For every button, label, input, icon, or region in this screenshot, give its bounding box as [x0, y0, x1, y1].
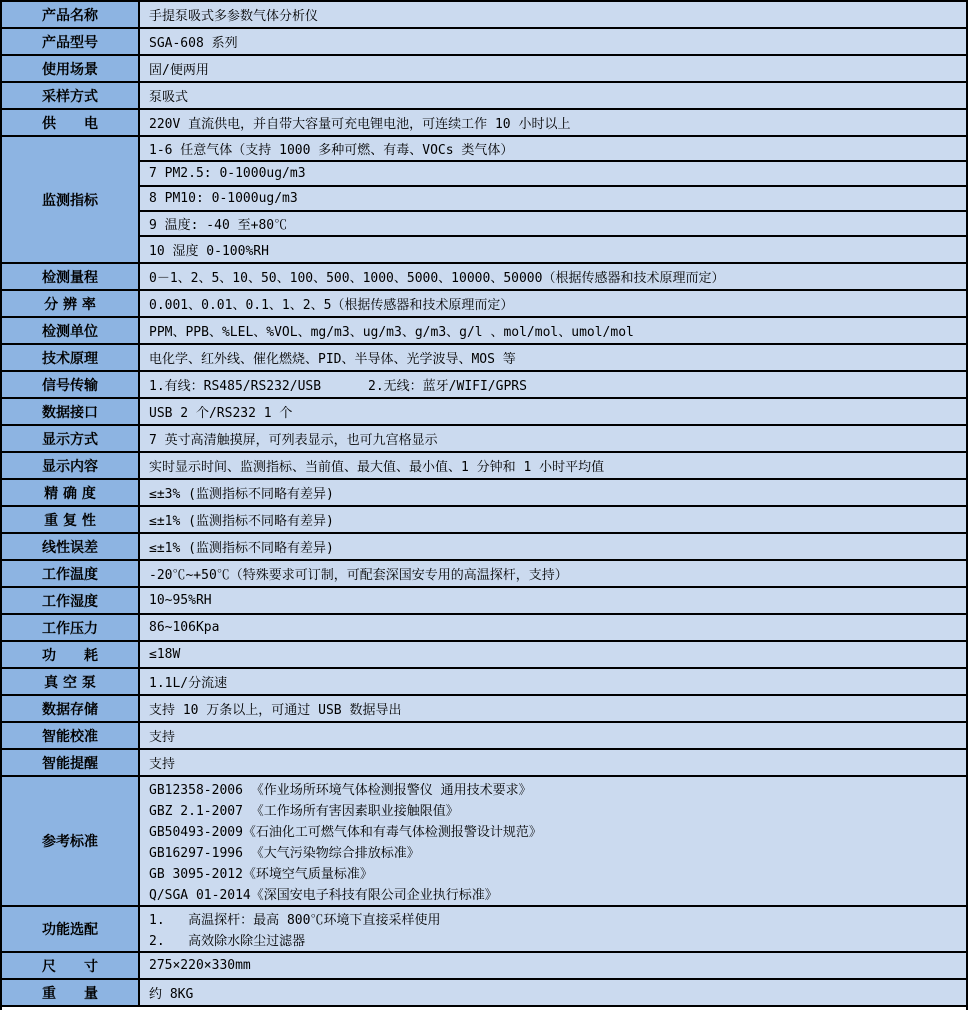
row-values: [140, 372, 966, 397]
row-values: [140, 953, 966, 978]
table-row: [2, 480, 966, 507]
row-value: 8 PM10: 0-1000ug/m3: [140, 187, 966, 212]
row-value: 275×220×330mm: [149, 958, 251, 973]
row-values: [140, 561, 966, 586]
row-label: 线性误差: [2, 534, 140, 559]
row-label: 显示方式: [2, 426, 140, 451]
table-row: [2, 399, 966, 426]
row-values: [140, 83, 966, 108]
row-value: 1.有线：RS485/RS232/USB 2.无线：蓝牙/WIFI/GPRS: [149, 379, 527, 394]
row-value: GB12358-2006 《作业场所环境气体检测报警仪 通用技术要求》: [149, 783, 532, 798]
row-value: 固/便两用: [149, 63, 209, 78]
row-label: 功 耗: [2, 642, 140, 667]
row-value: 7 PM2.5: 0-1000ug/m3: [140, 162, 966, 187]
row-label: 技术原理: [2, 345, 140, 370]
table-row: [2, 372, 966, 399]
table-row: [2, 137, 966, 264]
row-values: [140, 345, 966, 370]
row-label: 精 确 度: [2, 480, 140, 505]
row-value: ≤±1% (监测指标不同略有差异): [149, 514, 334, 529]
row-value: -20℃~+50℃（特殊要求可订制，可配套深国安专用的高温探杆，支持）: [149, 568, 568, 583]
row-value: 约 8KG: [149, 987, 194, 1002]
row-value: 0.001、0.01、0.1、1、2、5（根据传感器和技术原理而定）: [149, 298, 514, 313]
row-value: 1. 高温探杆：最高 800℃环境下直接采样使用: [149, 913, 441, 928]
row-values: [140, 534, 966, 559]
row-values: [140, 615, 966, 640]
row-label: 参考标准: [2, 777, 140, 905]
table-row: [2, 750, 966, 777]
row-label: 分 辨 率: [2, 291, 140, 316]
row-value: 泵吸式: [149, 90, 189, 105]
row-label: 数据存储: [2, 696, 140, 721]
table-row: [2, 696, 966, 723]
row-values: [140, 696, 966, 721]
row-value: Q/SGA 01-2014《深国安电子科技有限公司企业执行标准》: [149, 888, 498, 903]
table-row: [2, 29, 966, 56]
row-values: [140, 426, 966, 451]
row-values: [140, 669, 966, 694]
row-label: 产品型号: [2, 29, 140, 54]
row-value: PPM、PPB、%LEL、%VOL、mg/m3、ug/m3、g/m3、g/l 、mol/mol、umol/mol: [149, 325, 634, 340]
row-label: 供 电: [2, 110, 140, 135]
table-row: [2, 561, 966, 588]
row-label: 工作温度: [2, 561, 140, 586]
row-value: 支持: [149, 757, 176, 772]
row-label: 检测单位: [2, 318, 140, 343]
row-values: [140, 110, 966, 135]
row-value: ≤±1% (监测指标不同略有差异): [149, 541, 334, 556]
row-label: 数据接口: [2, 399, 140, 424]
table-row: [2, 980, 966, 1007]
row-value: 9 温度: -40 至+80℃: [140, 212, 966, 237]
row-values: [140, 399, 966, 424]
row-value: 10 湿度 0-100%RH: [149, 244, 269, 259]
row-values: [140, 318, 966, 343]
row-value: 0－1、2、5、10、50、100、500、1000、5000、10000、50000（根据传感器和技术原理而定）: [149, 271, 725, 286]
row-label: 工作湿度: [2, 588, 140, 613]
table-row: [2, 507, 966, 534]
table-row: [2, 615, 966, 642]
row-label: 尺 寸: [2, 953, 140, 978]
row-label: 使用场景: [2, 56, 140, 81]
table-row: [2, 777, 966, 907]
row-values: [140, 453, 966, 478]
row-values: [140, 137, 966, 262]
table-row: [2, 642, 966, 669]
row-label: 采样方式: [2, 83, 140, 108]
row-label: 信号传输: [2, 372, 140, 397]
row-label: 智能提醒: [2, 750, 140, 775]
table-row: [2, 2, 966, 29]
row-values: [140, 588, 966, 613]
row-value: 220V 直流供电，并自带大容量可充电锂电池，可连续工作 10 小时以上: [149, 117, 571, 132]
table-row: [2, 264, 966, 291]
row-value: 10~95%RH: [149, 593, 212, 608]
table-row: [2, 345, 966, 372]
table-row: [2, 534, 966, 561]
row-value: USB 2 个/RS232 1 个: [149, 406, 293, 421]
row-value: 1.1L/分流速: [149, 676, 228, 691]
row-label: 监测指标: [2, 137, 140, 262]
table-row: [2, 426, 966, 453]
row-value: 实时显示时间、监测指标、当前值、最大值、最小值、1 分钟和 1 小时平均值: [149, 460, 605, 475]
row-value: GBZ 2.1-2007 《工作场所有害因素职业接触限值》: [149, 804, 459, 819]
row-values: [140, 29, 966, 54]
row-values: [140, 907, 966, 951]
row-value: ≤18W: [149, 647, 181, 662]
row-value: GB16297-1996 《大气污染物综合排放标准》: [149, 846, 420, 861]
table-row: [2, 291, 966, 318]
row-values: [140, 642, 966, 667]
row-label: 产品名称: [2, 2, 140, 27]
row-values: [140, 291, 966, 316]
row-value: 7 英寸高清触摸屏，可列表显示，也可九宫格显示: [149, 433, 438, 448]
table-row: [2, 953, 966, 980]
row-values: [140, 480, 966, 505]
table-row: [2, 669, 966, 696]
row-value: ≤±3% (监测指标不同略有差异): [149, 487, 334, 502]
row-value: SGA-608 系列: [149, 36, 238, 51]
row-values: [140, 264, 966, 289]
table-row: [2, 318, 966, 345]
row-values: [140, 723, 966, 748]
table-row: [2, 723, 966, 750]
row-value: 2. 高效除水除尘过滤器: [149, 934, 306, 949]
row-label: 检测量程: [2, 264, 140, 289]
row-values: [140, 777, 966, 905]
row-label: 重 复 性: [2, 507, 140, 532]
row-label: 显示内容: [2, 453, 140, 478]
row-value: 支持: [149, 730, 176, 745]
table-row: [2, 453, 966, 480]
row-value: GB 3095-2012《环境空气质量标准》: [149, 867, 373, 882]
row-label: 重 量: [2, 980, 140, 1005]
row-value: 电化学、红外线、催化燃烧、PID、半导体、光学波导、MOS 等: [149, 352, 516, 367]
table-row: [2, 83, 966, 110]
row-value: 86~106Kpa: [149, 620, 220, 635]
row-values: [140, 2, 966, 27]
row-label: 智能校准: [2, 723, 140, 748]
row-values: [140, 56, 966, 81]
row-value: 1-6 任意气体（支持 1000 多种可燃、有毒、VOCs 类气体）: [140, 137, 966, 162]
row-value: GB50493-2009《石油化工可燃气体和有毒气体检测报警设计规范》: [149, 825, 542, 840]
row-value: 手提泵吸式多参数气体分析仪: [149, 9, 319, 24]
table-row: [2, 907, 966, 953]
row-values: [140, 750, 966, 775]
row-values: [140, 507, 966, 532]
table-row: [2, 110, 966, 137]
row-value: 支持 10 万条以上，可通过 USB 数据导出: [149, 703, 402, 718]
table-row: [2, 588, 966, 615]
row-label: 真 空 泵: [2, 669, 140, 694]
row-label: 工作压力: [2, 615, 140, 640]
table-row: [2, 56, 966, 83]
row-label: 功能选配: [2, 907, 140, 951]
row-values: [140, 980, 966, 1005]
